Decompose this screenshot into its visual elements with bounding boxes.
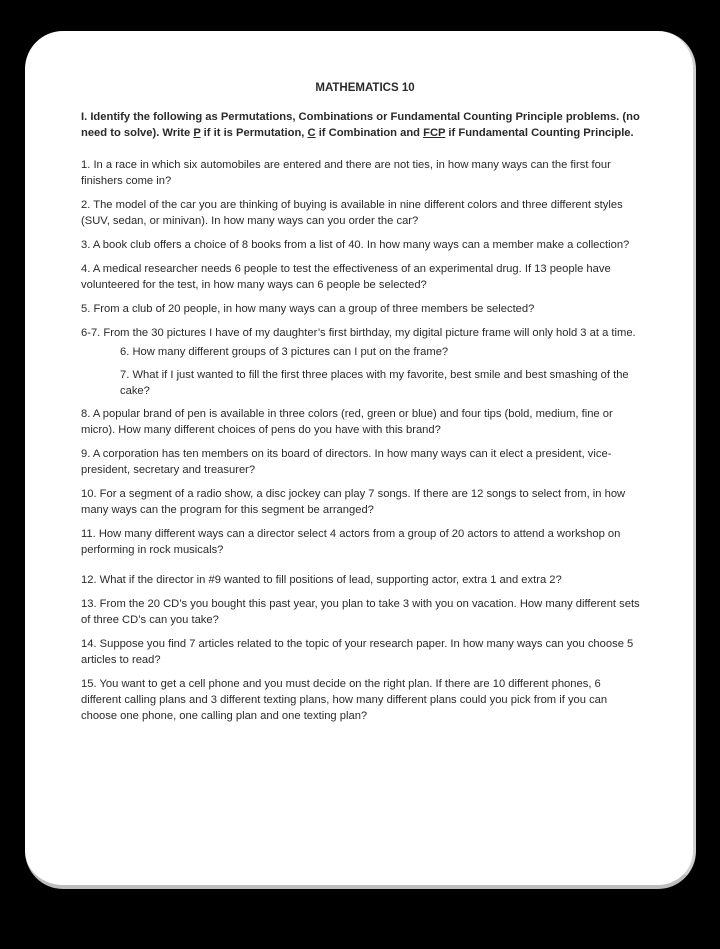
question-8: 8. A popular brand of pen is available in three colors (red, green or blue) and four tips (bold, medium, fine or micro). How many different choices of pens do you have with this brand? — [81, 408, 613, 436]
instructions-fcp: FCP — [423, 127, 446, 139]
question-2: 2. The model of the car you are thinking of buying is available in nine different colors and three different styles (SUV, sedan, or minivan). In how many ways can you order the car? — [81, 199, 623, 227]
worksheet-content — [81, 80, 641, 732]
instructions-text: if Combination and — [315, 127, 424, 139]
instructions-p: P — [193, 127, 201, 139]
question-12: 12. What if the director in #9 wanted to fill positions of lead, supporting actor, extra 1 and extra 2? — [81, 574, 562, 586]
question-5: 5. From a club of 20 people, in how many ways can a group of three members be selected? — [81, 303, 535, 315]
worksheet-page — [25, 31, 696, 889]
instructions-text: I. Identify the following as Permutations, Combinations or Fundamental Counting Principle problems. (no need to solve). Write — [81, 111, 640, 139]
instructions-text: if it is Permutation, — [200, 127, 308, 139]
question-10: 10. For a segment of a radio show, a disc jockey can play 7 songs. If there are 12 songs to select from, in how many ways can the program for this segment be arranged? — [81, 488, 626, 516]
question-3: 3. A book club offers a choice of 8 books from a list of 40. In how many ways can a member make a collection? — [81, 239, 630, 251]
question-11: 11. How many different ways can a director select 4 actors from a group of 20 actors to attend a workshop on performing in rock musicals? — [81, 528, 621, 556]
instructions-text: if Fundamental Counting Principle. — [445, 127, 634, 139]
question-1: 1. In a race in which six automobiles are entered and there are not ties, in how many ways can the first four finishers come in? — [81, 159, 611, 187]
question-4: 4. A medical researcher needs 6 people to test the effectiveness of an experimental drug. If 13 people have volunteered for the test, in how many ways can 6 people be selected? — [81, 263, 611, 291]
question-6: 6. How many different groups of 3 pictures can I put on the frame? — [120, 346, 449, 358]
question-13: 13. From the 20 CD’s you bought this past year, you plan to take 3 with you on vacation. How many different sets of three CD’s can you take? — [81, 598, 640, 626]
page-title: MATHEMATICS 10 — [315, 82, 415, 94]
question-6-7-intro: 6-7. From the 30 pictures I have of my daughter’s first birthday, my digital picture frame will only hold 3 at a time. — [81, 327, 636, 339]
instructions — [81, 109, 641, 141]
question-7: 7. What if I just wanted to fill the first three places with my favorite, best smile and best smashing of the cake? — [120, 369, 629, 397]
question-15: 15. You want to get a cell phone and you must decide on the right plan. If there are 10 different phones, 6 different calling plans and 3 different texting plans, how many different plans could you pick from if you can choose one phone, one calling plan and one texting plan? — [81, 678, 608, 722]
question-9: 9. A corporation has ten members on its board of directors. In how many ways can it elect a president, vice-president, secretary and treasurer? — [81, 448, 612, 476]
question-14: 14. Suppose you find 7 articles related to the topic of your research paper. In how many ways can you choose 5 articles to read? — [81, 638, 634, 666]
instructions-c: C — [307, 127, 316, 139]
